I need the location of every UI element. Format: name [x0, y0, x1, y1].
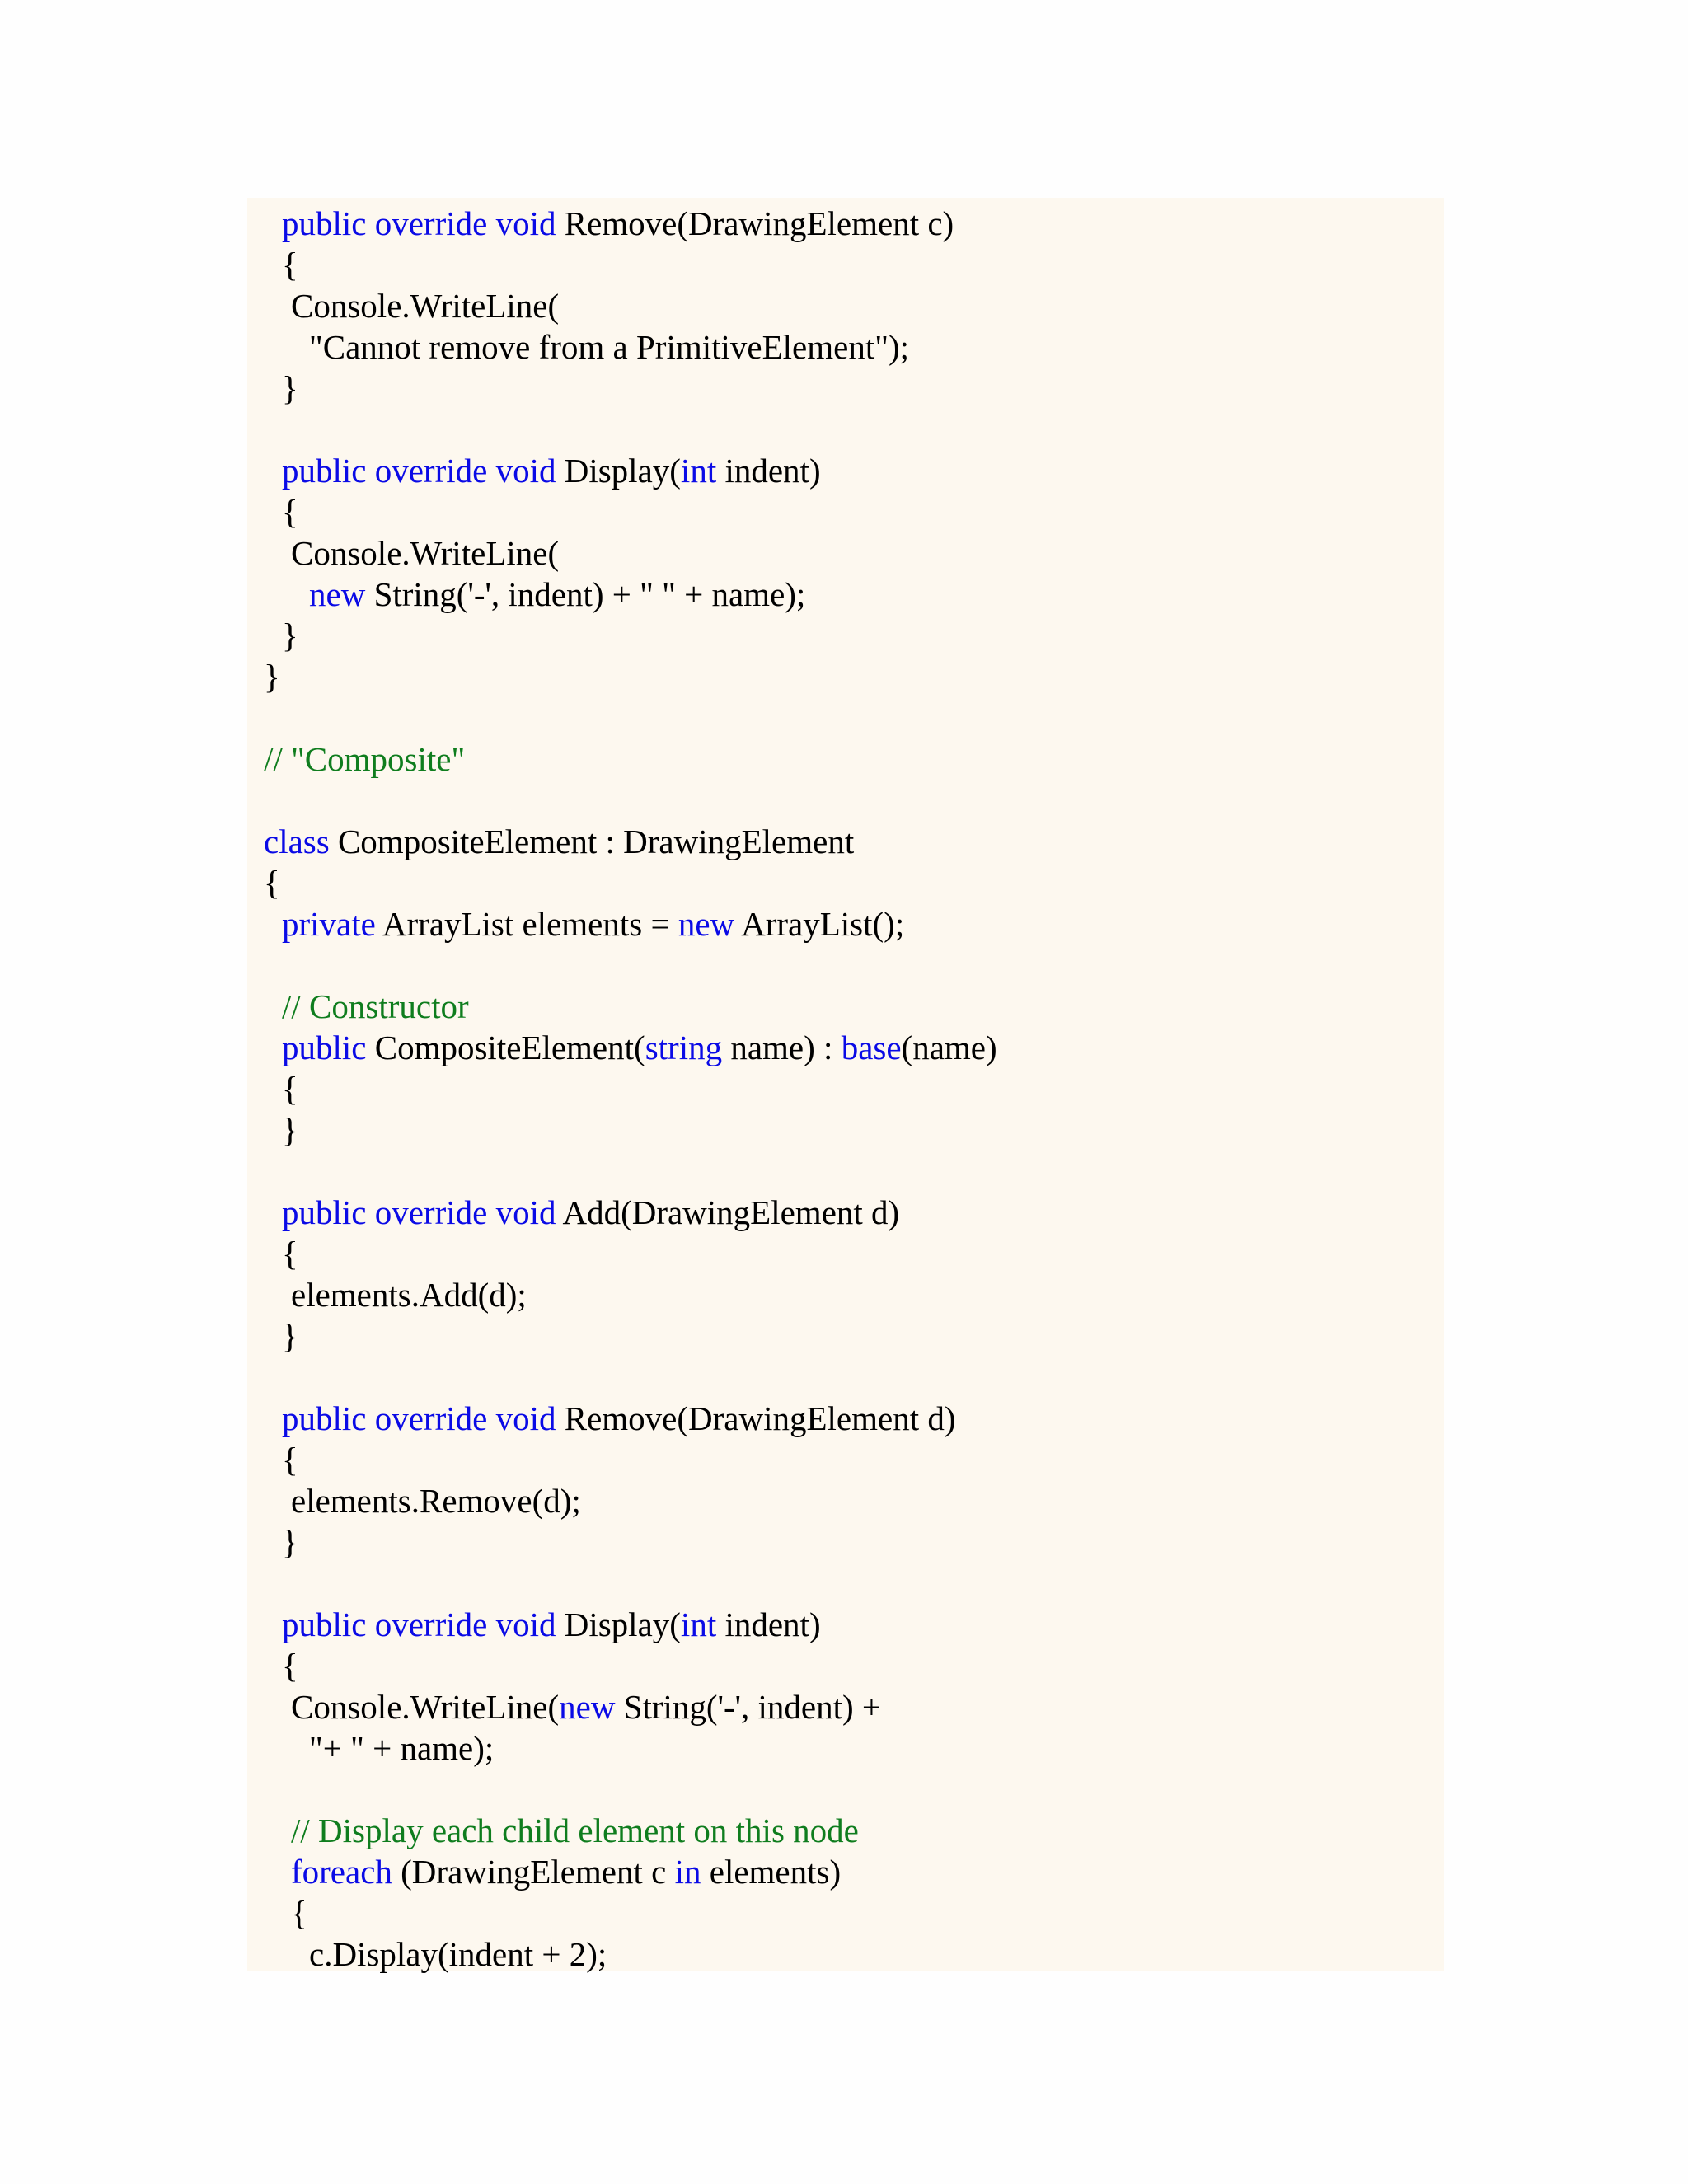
code-line — [309, 1727, 494, 1769]
code-line — [309, 1933, 607, 1975]
code-comment: // "Composite" — [264, 740, 466, 778]
code-line — [282, 1521, 298, 1563]
code-text: Console.WriteLine( — [291, 1688, 560, 1726]
code-text: { — [282, 246, 298, 284]
code-line — [282, 1604, 821, 1645]
code-keyword: public override void — [282, 452, 556, 490]
code-text: "Cannot remove from a PrimitiveElement"); — [309, 328, 910, 366]
code-keyword: int — [680, 1605, 717, 1643]
code-text: } — [282, 1111, 298, 1149]
code-text: Remove(DrawingElement d) — [556, 1399, 956, 1437]
code-line — [282, 1315, 298, 1357]
code-text: Display( — [556, 1605, 681, 1643]
code-line — [282, 368, 298, 409]
code-text: elements) — [701, 1853, 842, 1891]
code-line — [282, 986, 469, 1027]
code-line — [282, 615, 298, 656]
code-line — [291, 1686, 881, 1727]
code-line — [282, 1233, 298, 1274]
code-line — [309, 574, 805, 615]
code-line — [282, 203, 954, 244]
code-line — [264, 821, 854, 862]
code-line — [282, 1109, 298, 1151]
code-line — [291, 1892, 307, 1933]
code-text: } — [282, 369, 298, 407]
code-keyword: public override void — [282, 1605, 556, 1643]
code-line — [291, 285, 559, 326]
code-text: "+ " + name); — [309, 1729, 495, 1767]
code-text: (DrawingElement c — [392, 1853, 675, 1891]
code-line — [264, 656, 280, 697]
code-text: { — [282, 1647, 298, 1685]
code-text: { — [282, 1235, 298, 1272]
code-comment: // Display each child element on this node — [291, 1811, 859, 1849]
code-text: { — [264, 864, 280, 902]
code-text: { — [282, 1070, 298, 1108]
code-text: indent) — [716, 1605, 821, 1643]
code-text: CompositeElement( — [366, 1029, 645, 1066]
code-text: Display( — [556, 452, 681, 490]
code-line — [282, 1645, 298, 1686]
code-keyword: base — [841, 1029, 902, 1066]
code-text: String('-', indent) + — [615, 1688, 882, 1726]
code-keyword: public override void — [282, 1399, 556, 1437]
code-line — [264, 738, 465, 780]
code-text: { — [282, 493, 298, 531]
code-block — [247, 198, 1444, 1971]
code-text: } — [282, 616, 298, 654]
code-keyword: new — [678, 905, 735, 943]
code-text: { — [291, 1894, 307, 1932]
code-text: String('-', indent) + " " + name); — [365, 575, 806, 613]
code-keyword: new — [309, 575, 366, 613]
code-text: name) : — [722, 1029, 842, 1066]
code-text: Console.WriteLine( — [291, 287, 560, 325]
code-line — [291, 1851, 841, 1892]
code-keyword: public override void — [282, 1193, 556, 1231]
code-line — [282, 1068, 298, 1109]
code-line — [291, 1810, 859, 1851]
code-line — [282, 244, 298, 285]
code-line — [291, 532, 559, 574]
code-keyword: foreach — [291, 1853, 392, 1891]
code-text: (name) — [901, 1029, 997, 1066]
code-keyword: private — [282, 905, 376, 943]
code-comment: // Constructor — [282, 987, 469, 1025]
code-text: Add(DrawingElement d) — [556, 1193, 900, 1231]
code-keyword: new — [559, 1688, 616, 1726]
code-line — [264, 862, 280, 903]
code-line — [282, 491, 298, 532]
code-lines — [247, 198, 1444, 1971]
code-line — [291, 1480, 581, 1521]
code-line — [282, 1398, 955, 1439]
code-keyword: public override void — [282, 204, 556, 242]
code-text: indent) — [716, 452, 821, 490]
code-line — [282, 903, 904, 944]
code-text: Remove(DrawingElement c) — [556, 204, 954, 242]
code-text: CompositeElement : DrawingElement — [329, 823, 855, 860]
code-text: { — [282, 1441, 298, 1479]
code-keyword: public — [282, 1029, 367, 1066]
code-keyword: string — [645, 1029, 723, 1066]
code-line — [282, 450, 821, 491]
code-text: } — [264, 658, 280, 696]
code-text: } — [282, 1523, 298, 1561]
code-keyword: int — [680, 452, 717, 490]
code-line — [282, 1027, 997, 1068]
code-text: Console.WriteLine( — [291, 534, 560, 572]
code-line — [282, 1439, 298, 1480]
code-text: } — [282, 1317, 298, 1355]
code-text: elements.Add(d); — [291, 1276, 527, 1314]
code-keyword: class — [264, 823, 330, 860]
code-line — [282, 1192, 899, 1233]
code-text: ArrayList(); — [734, 905, 905, 943]
code-keyword: in — [674, 1853, 701, 1891]
code-line — [291, 1274, 527, 1315]
code-text: elements.Remove(d); — [291, 1482, 581, 1520]
code-text: c.Display(indent + 2); — [309, 1935, 607, 1973]
code-text: ArrayList elements = — [375, 905, 678, 943]
code-line — [309, 326, 909, 368]
